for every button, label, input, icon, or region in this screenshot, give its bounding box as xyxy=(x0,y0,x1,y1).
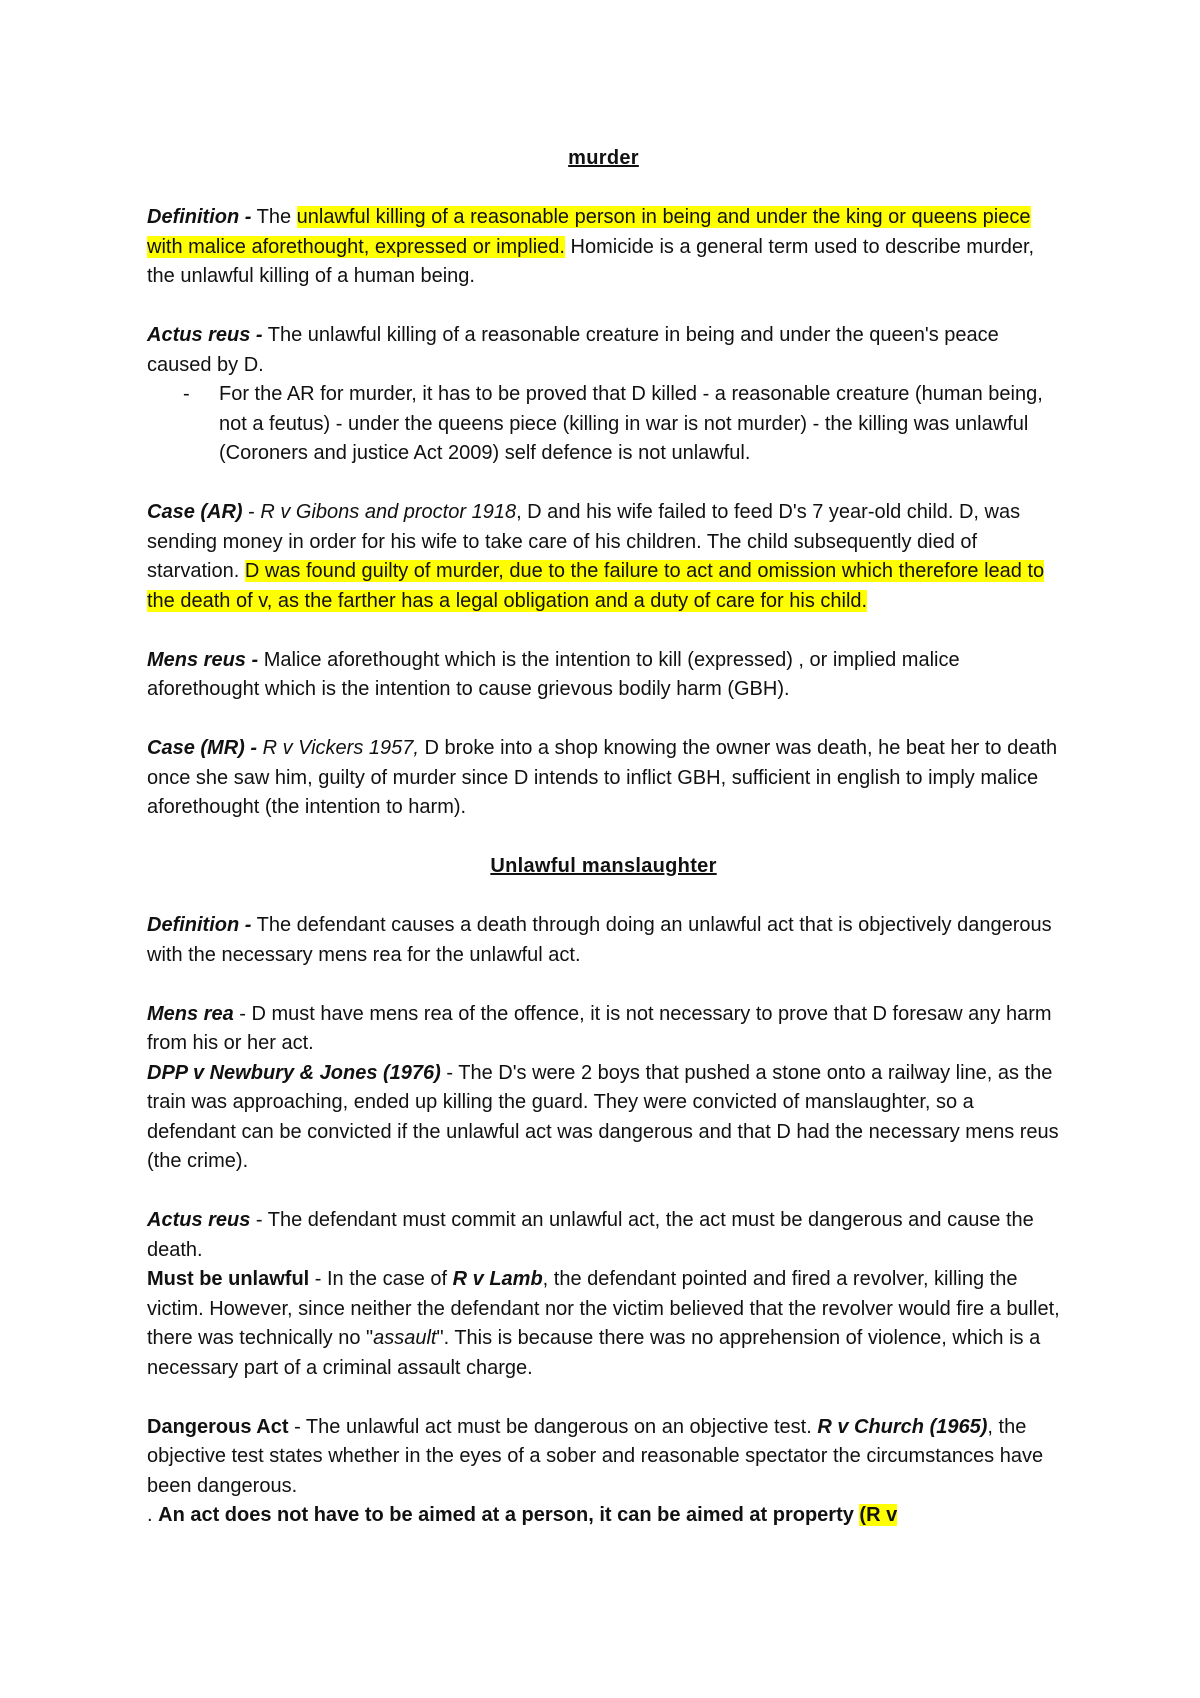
case-mr-label: Case (MR) - xyxy=(147,737,258,759)
manslaughter-definition: Definition - The defendant causes a death through doing an unlawful act that is objectively dangerous with the necessary mens rea for the unlawful act. xyxy=(147,914,1052,966)
murder-actus-reus: Actus reus - The unlawful killing of a reasonable creature in being and under the queen's peace caused by D. xyxy=(147,324,999,376)
definition-label: Definition - xyxy=(147,206,252,228)
actus-reus-label: Actus reus xyxy=(147,1209,251,1231)
property-note: . An act does not have to be aimed at a person, it can be aimed at property (R v xyxy=(147,1504,898,1526)
manslaughter-mens-rea: Mens rea - D must have mens rea of the offence, it is not necessary to prove that D foresaw any harm from his or her act. xyxy=(147,1002,1052,1054)
dash-bullet-icon: - xyxy=(183,383,190,405)
murder-mens-reus: Mens reus - Malice aforethought which is the intention to kill (expressed) , or implied malice aforethought which is the intention to cause grievous bodily harm (GBH). xyxy=(147,648,960,700)
case-ar-label: Case (AR) xyxy=(147,501,243,523)
highlighted-case-ref: (R v xyxy=(859,1504,898,1526)
dpp-label: DPP v Newbury & Jones (1976) xyxy=(147,1061,441,1084)
unlawful-label: Must be unlawful xyxy=(147,1268,310,1290)
manslaughter-title: Unlawful manslaughter xyxy=(490,855,717,877)
case-mr: Case (MR) - R v Vickers 1957, D broke into a shop knowing the owner was death, he beat her to death once she saw him, guilty of murder since D intends to inflict GBH, sufficient in english to imply malice aforethought (the intention to harm). xyxy=(147,737,1058,818)
definition-label: Definition - xyxy=(147,914,252,936)
case-name: R v Vickers 1957, xyxy=(257,737,419,759)
murder-definition: Definition - The unlawful killing of a reasonable person in being and under the king or queens piece with malice aforethought, expressed or implied. Homicide is a general term used to describe murder, the unlawful killing of a human being. xyxy=(147,206,1035,287)
case-name: R v Gibons and proctor 1918 xyxy=(260,501,517,523)
must-be-unlawful: Must be unlawful - In the case of R v Lamb, the defendant pointed and fired a revolver, killing the victim. However, since neither the defendant nor the victim believed that the revolver would fire a bullet, there was technically no "assault". This is because there was no apprehension of violence, which is a necessary part of a criminal assault charge. xyxy=(147,1268,1060,1379)
dangerous-label: Dangerous Act xyxy=(147,1415,289,1438)
actus-reus-label: Actus reus - xyxy=(147,324,263,346)
case-ar: Case (AR) - R v Gibons and proctor 1918, D and his wife failed to feed D's 7 year-old child. D, was sending money in order for his wife to take care of his children. The child subsequently died of starvation. D was found guilty of murder, due to the failure to act and omission which therefore lead to the death of v, as the farther has a legal obligation and a duty of care for his child. xyxy=(147,501,1045,612)
mens-rea-label: Mens rea xyxy=(147,1002,234,1025)
murder-title: murder xyxy=(568,147,639,169)
case-name: R v Church (1965) xyxy=(817,1415,988,1438)
dangerous-act: Dangerous Act - The unlawful act must be dangerous on an objective test. R v Church (1965), the objective test states whether in the eyes of a sober and reasonable spectator the circumstances have been dangerous. xyxy=(147,1415,1044,1497)
highlighted-verdict: D was found guilty of murder, due to the failure to act and omission which therefore lead to the death of v, as the farther has a legal obligation and a duty of care for his child. xyxy=(147,560,1045,612)
highlighted-definition: unlawful killing of a reasonable person in being and under the king or queens piece with malice aforethought, expressed or implied. xyxy=(147,206,1031,258)
case-name: R v Lamb xyxy=(452,1268,543,1290)
mens-reus-label: Mens reus - xyxy=(147,648,259,671)
actus-reus-bullet: - For the AR for murder, it has to be proved that D killed - a reasonable creature (human being, not a feutus) - under the queens piece (killing in war is not murder) - the killing was unlawful (Coroners and justice Act 2009) self defence is not unlawful. xyxy=(147,380,1060,469)
manslaughter-actus-reus: Actus reus - The defendant must commit an unlawful act, the act must be dangerous and cause the death. xyxy=(147,1209,1034,1261)
dpp-case: DPP v Newbury & Jones (1976) - The D's were 2 boys that pushed a stone onto a railway line, as the train was approaching, ended up killing the guard. They were convicted of manslaughter, so a defendant can be convicted if the unlawful act was dangerous and that D had the necessary mens reus (the crime). xyxy=(147,1061,1059,1172)
